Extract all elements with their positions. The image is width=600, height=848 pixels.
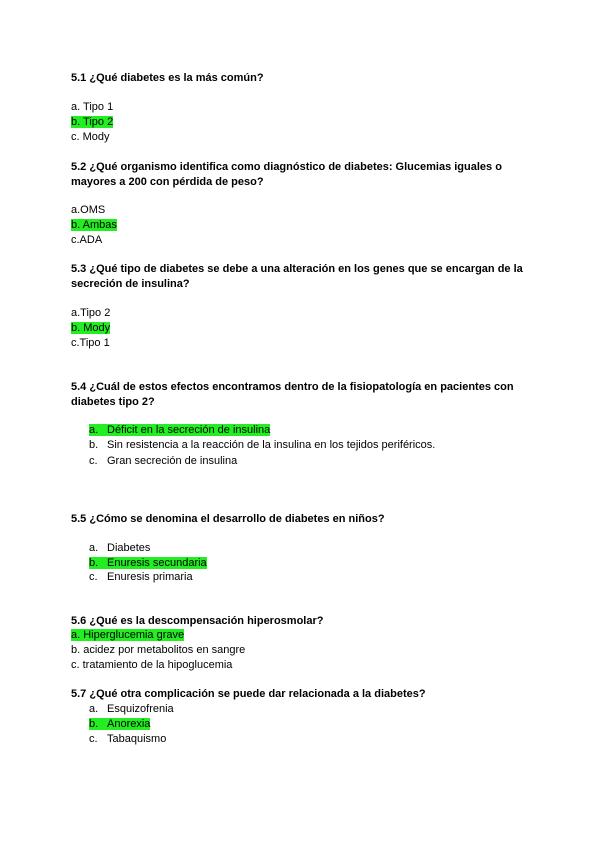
- list-marker: c.: [89, 571, 98, 583]
- list-marker: c.: [89, 733, 98, 745]
- answer-option: c. Mody: [71, 131, 110, 143]
- answer-option: c.Tipo 1: [71, 337, 110, 349]
- answer-option: b. acidez por metabolitos en sangre: [71, 644, 246, 656]
- question-title: 5.2 ¿Qué organismo identifica como diagnóstico de diabetes: Glucemias iguales o mayores a 200 con pérdida de peso?: [71, 161, 502, 188]
- list-marker: b.: [89, 718, 99, 730]
- answer-option-correct: b. Ambas: [71, 219, 117, 231]
- list-marker: c.: [89, 455, 98, 467]
- answer-option: a. Esquizofrenia: [89, 703, 174, 715]
- answer-option: a.OMS: [71, 204, 106, 216]
- answer-option-correct: b. Tipo 2: [71, 116, 114, 128]
- list-marker: b.: [89, 439, 99, 451]
- answer-option: b. Sin resistencia a la reacción de la insulina en los tejidos periféricos.: [89, 439, 436, 451]
- question-title: 5.1 ¿Qué diabetes es la más común?: [71, 72, 264, 84]
- list-marker: a.: [89, 542, 99, 554]
- answer-option: a. Tipo 1: [71, 101, 114, 113]
- question-title: 5.7 ¿Qué otra complicación se puede dar relacionada a la diabetes?: [71, 688, 426, 700]
- answer-option: c. Enuresis primaria: [89, 571, 193, 583]
- answer-option-correct: b. Enuresis secundaria: [89, 557, 207, 569]
- answer-option-correct: b. Anorexia: [89, 718, 151, 730]
- list-marker: a.: [89, 424, 99, 436]
- question-title: 5.4 ¿Cuál de estos efectos encontramos dentro de la fisiopatología en pacientes con diabetes tipo 2?: [71, 381, 514, 408]
- answer-option: c.ADA: [71, 234, 103, 246]
- answer-option: c. Gran secreción de insulina: [89, 455, 238, 467]
- answer-option-correct: a. Déficit en la secreción de insulina: [89, 424, 271, 436]
- question-title: 5.6 ¿Qué es la descompensación hiperosmolar?: [71, 615, 324, 627]
- answer-option: c. tratamiento de la hipoglucemia: [71, 659, 233, 671]
- question-title: 5.5 ¿Cómo se denomina el desarrollo de diabetes en niños?: [71, 513, 385, 525]
- answer-option-correct: b. Mody: [71, 322, 111, 334]
- answer-option: a.Tipo 2: [71, 307, 111, 319]
- answer-option: c. Tabaquismo: [89, 733, 167, 745]
- question-title: 5.3 ¿Qué tipo de diabetes se debe a una alteración en los genes que se encargan de la secreción de insulina?: [71, 263, 523, 290]
- list-marker: a.: [89, 703, 99, 715]
- answer-option: a. Diabetes: [89, 542, 151, 554]
- list-marker: b.: [89, 557, 99, 569]
- answer-option-correct: a. Hiperglucemia grave: [71, 629, 185, 641]
